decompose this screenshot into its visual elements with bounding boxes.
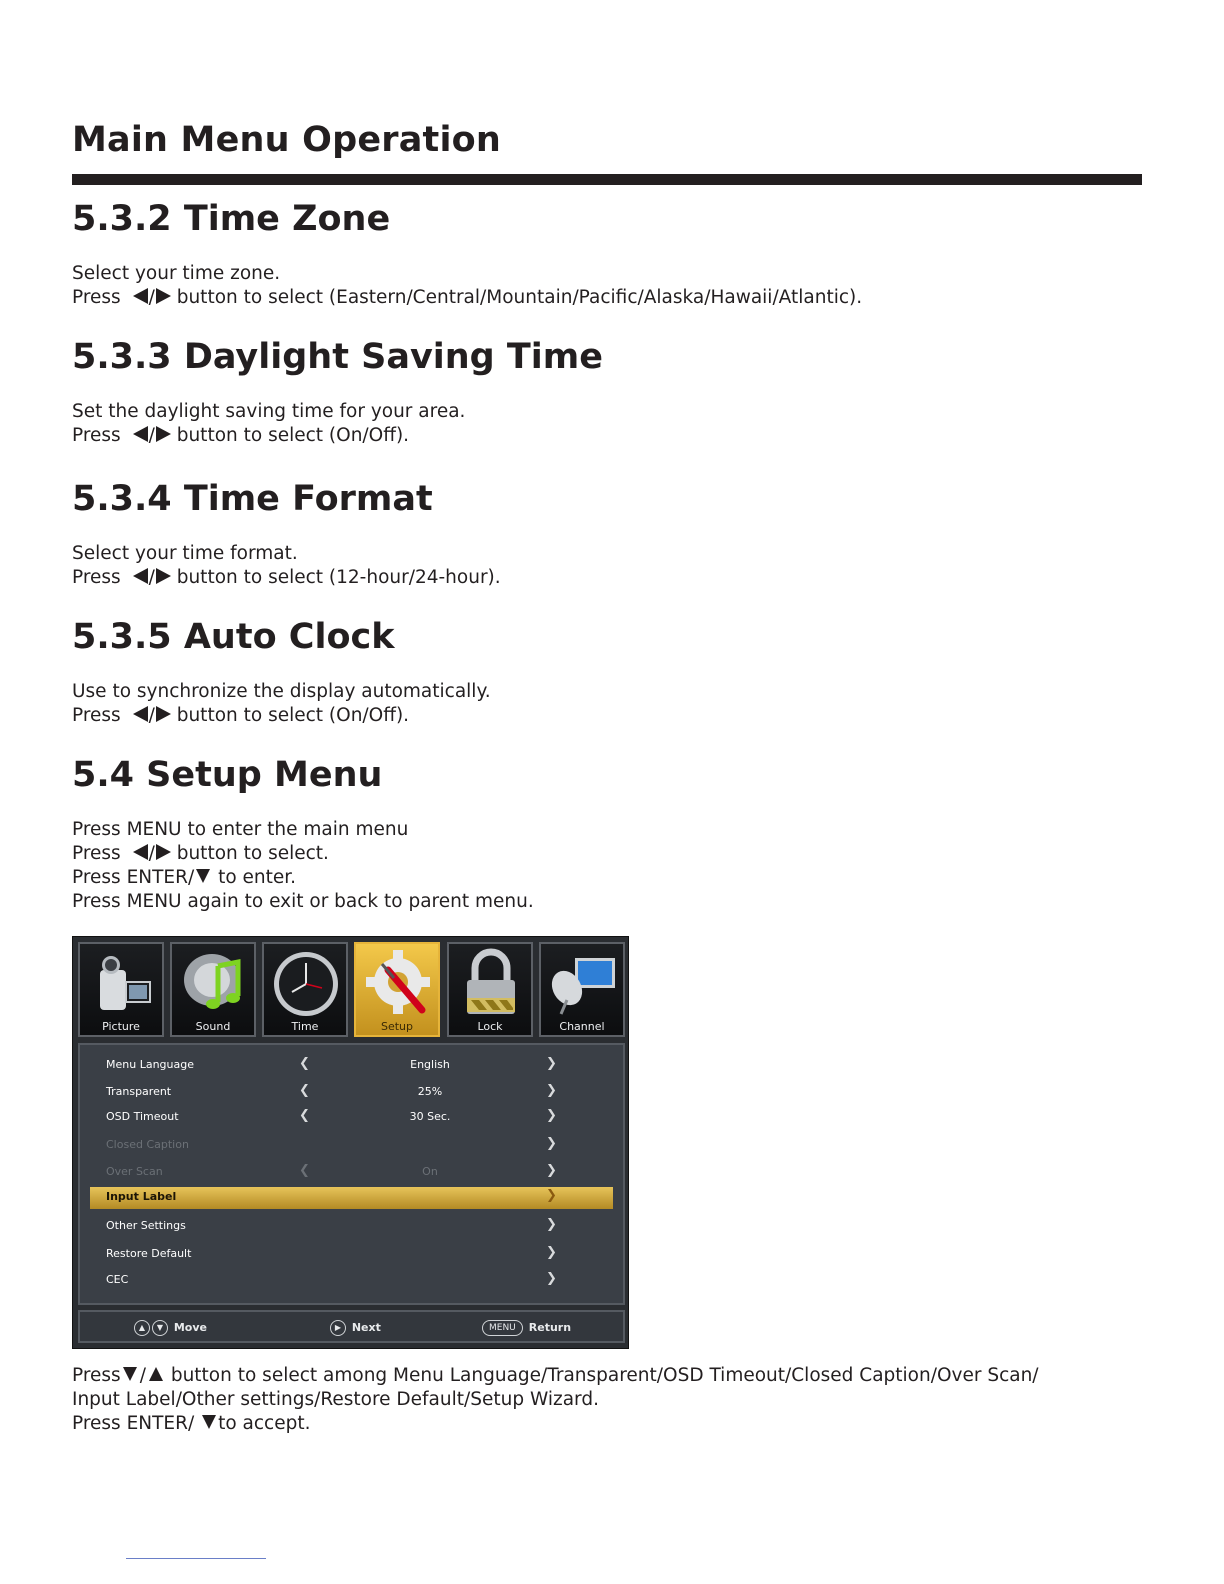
body-line: Press ENTER/ to enter.: [72, 867, 297, 888]
section-body-time-format: [72, 542, 501, 590]
chevron-left-icon[interactable]: ❮: [299, 1083, 310, 1098]
option-row-restore-default[interactable]: [80, 1244, 623, 1264]
music-note-icon: [180, 948, 248, 1018]
body-line: Press MENU again to exit or back to parent menu.: [72, 891, 534, 912]
tab-label: Setup: [380, 1020, 414, 1033]
title-divider: [72, 174, 1142, 185]
body-line: Press / button to select (12-hour/24-hour).: [72, 567, 501, 588]
option-name: Other Settings: [106, 1219, 186, 1232]
gear-tools-icon: [364, 948, 432, 1018]
option-name: Closed Caption: [106, 1138, 189, 1151]
tab-lock[interactable]: [447, 942, 533, 1037]
option-name: CEC: [106, 1273, 129, 1286]
option-row-menu-language[interactable]: [80, 1055, 623, 1075]
body-line: Press / button to select among Menu Language/Transparent/OSD Timeout/Closed Caption/Over Scan/: [72, 1365, 1039, 1386]
right-arrow-icon: [156, 706, 171, 722]
section-heading-auto-clock: 5.3.5 Auto Clock: [72, 617, 395, 657]
satellite-dish-icon: [549, 948, 617, 1018]
option-row-other-settings[interactable]: [80, 1216, 623, 1236]
right-arrow-icon: [156, 426, 171, 442]
option-value: On: [422, 1165, 438, 1178]
tab-label: Channel: [559, 1020, 605, 1033]
option-name: Restore Default: [106, 1247, 192, 1260]
down-arrow-icon: [202, 1415, 216, 1429]
left-arrow-icon: [133, 706, 148, 722]
option-row-osd-timeout[interactable]: [80, 1107, 623, 1127]
right-arrow-icon: [156, 568, 171, 584]
option-value: 30 Sec.: [409, 1110, 451, 1123]
menu-tab-bar: [78, 942, 625, 1037]
left-arrow-icon: [133, 844, 148, 860]
body-line: Press / button to select (On/Off).: [72, 705, 410, 726]
body-line: Input Label/Other settings/Restore Default/Setup Wizard.: [72, 1389, 599, 1410]
tab-label: Sound: [195, 1020, 231, 1033]
option-row-cec[interactable]: [80, 1270, 623, 1290]
chevron-right-icon: ❯: [546, 1163, 557, 1178]
option-value: English: [410, 1058, 450, 1071]
chevron-left-icon[interactable]: ❮: [299, 1108, 310, 1123]
left-arrow-icon: [133, 568, 148, 584]
section-heading-time-format: 5.3.4 Time Format: [72, 479, 433, 519]
left-arrow-icon: [133, 426, 148, 442]
chevron-right-icon[interactable]: ❯: [546, 1245, 557, 1260]
body-line: Press / button to select (On/Off).: [72, 425, 410, 446]
section-heading-daylight-saving: 5.3.3 Daylight Saving Time: [72, 337, 603, 377]
option-name: Transparent: [106, 1085, 172, 1098]
tab-label: Time: [291, 1020, 319, 1033]
hint-move: ▲ ▼ Move: [134, 1320, 207, 1336]
section-heading-setup-menu: 5.4 Setup Menu: [72, 755, 383, 795]
menu-footer-hints: [78, 1310, 625, 1343]
page-title: Main Menu Operation: [72, 120, 502, 160]
body-line: Press / button to select (Eastern/Central/Mountain/Pacific/Alaska/Hawaii/Atlantic).: [72, 287, 863, 308]
right-arrow-icon: [156, 844, 171, 860]
up-key-icon: ▲: [134, 1320, 150, 1336]
chevron-right-icon[interactable]: ❯: [546, 1271, 557, 1286]
left-arrow-icon: [133, 288, 148, 304]
body-line: Use to synchronize the display automatically.: [72, 681, 491, 702]
down-arrow-icon: [123, 1367, 137, 1381]
chevron-right-icon: ❯: [546, 1136, 557, 1151]
chevron-right-icon[interactable]: ❯: [546, 1056, 557, 1071]
body-line: Press MENU to enter the main menu: [72, 819, 409, 840]
tab-picture[interactable]: [78, 942, 164, 1037]
footer-link-underline: [126, 1558, 266, 1559]
chevron-right-icon[interactable]: ❯: [546, 1188, 557, 1203]
option-row-transparent[interactable]: [80, 1082, 623, 1102]
tv-setup-menu-screenshot: [72, 936, 629, 1349]
section-body-time-zone: [72, 262, 862, 310]
up-arrow-icon: [149, 1367, 163, 1381]
chevron-right-icon[interactable]: ❯: [546, 1108, 557, 1123]
setup-options-panel: [78, 1043, 625, 1305]
right-arrow-icon: [156, 288, 171, 304]
hint-next: ▶ Next: [330, 1320, 381, 1336]
tab-time[interactable]: [262, 942, 348, 1037]
tab-label: Picture: [102, 1020, 140, 1033]
menu-key-icon: MENU: [482, 1320, 523, 1336]
tab-sound[interactable]: [170, 942, 256, 1037]
body-line: Set the daylight saving time for your area.: [72, 401, 466, 422]
tab-label: Lock: [477, 1020, 503, 1033]
section-body-setup-menu: [72, 818, 534, 914]
hint-return: MENU Return: [482, 1320, 571, 1336]
closing-instructions: [72, 1364, 1039, 1436]
body-line: Press / button to select.: [72, 843, 329, 864]
option-name: Input Label: [106, 1190, 177, 1203]
section-body-auto-clock: [72, 680, 491, 728]
body-line: Press ENTER/ to accept.: [72, 1413, 311, 1434]
body-line: Select your time format.: [72, 543, 298, 564]
option-value: 25%: [417, 1085, 443, 1098]
option-row-input-label[interactable]: [90, 1187, 613, 1209]
down-arrow-icon: [196, 869, 210, 883]
camcorder-icon: [88, 948, 156, 1018]
chevron-right-icon[interactable]: ❯: [546, 1217, 557, 1232]
tab-setup[interactable]: [354, 942, 440, 1037]
option-name: Over Scan: [106, 1165, 163, 1178]
option-name: Menu Language: [106, 1058, 194, 1071]
down-key-icon: ▼: [152, 1320, 168, 1336]
option-row-over-scan: [80, 1162, 623, 1182]
section-body-daylight-saving: [72, 400, 465, 448]
option-row-closed-caption: [80, 1135, 623, 1155]
chevron-left-icon: ❮: [299, 1163, 310, 1178]
right-key-icon: ▶: [330, 1320, 346, 1336]
padlock-icon: [457, 948, 525, 1018]
clock-icon: [272, 948, 340, 1018]
section-heading-time-zone: 5.3.2 Time Zone: [72, 199, 391, 239]
option-name: OSD Timeout: [106, 1110, 179, 1123]
tab-channel[interactable]: [539, 942, 625, 1037]
chevron-left-icon[interactable]: ❮: [299, 1056, 310, 1071]
chevron-right-icon[interactable]: ❯: [546, 1083, 557, 1098]
body-line: Select your time zone.: [72, 263, 281, 284]
